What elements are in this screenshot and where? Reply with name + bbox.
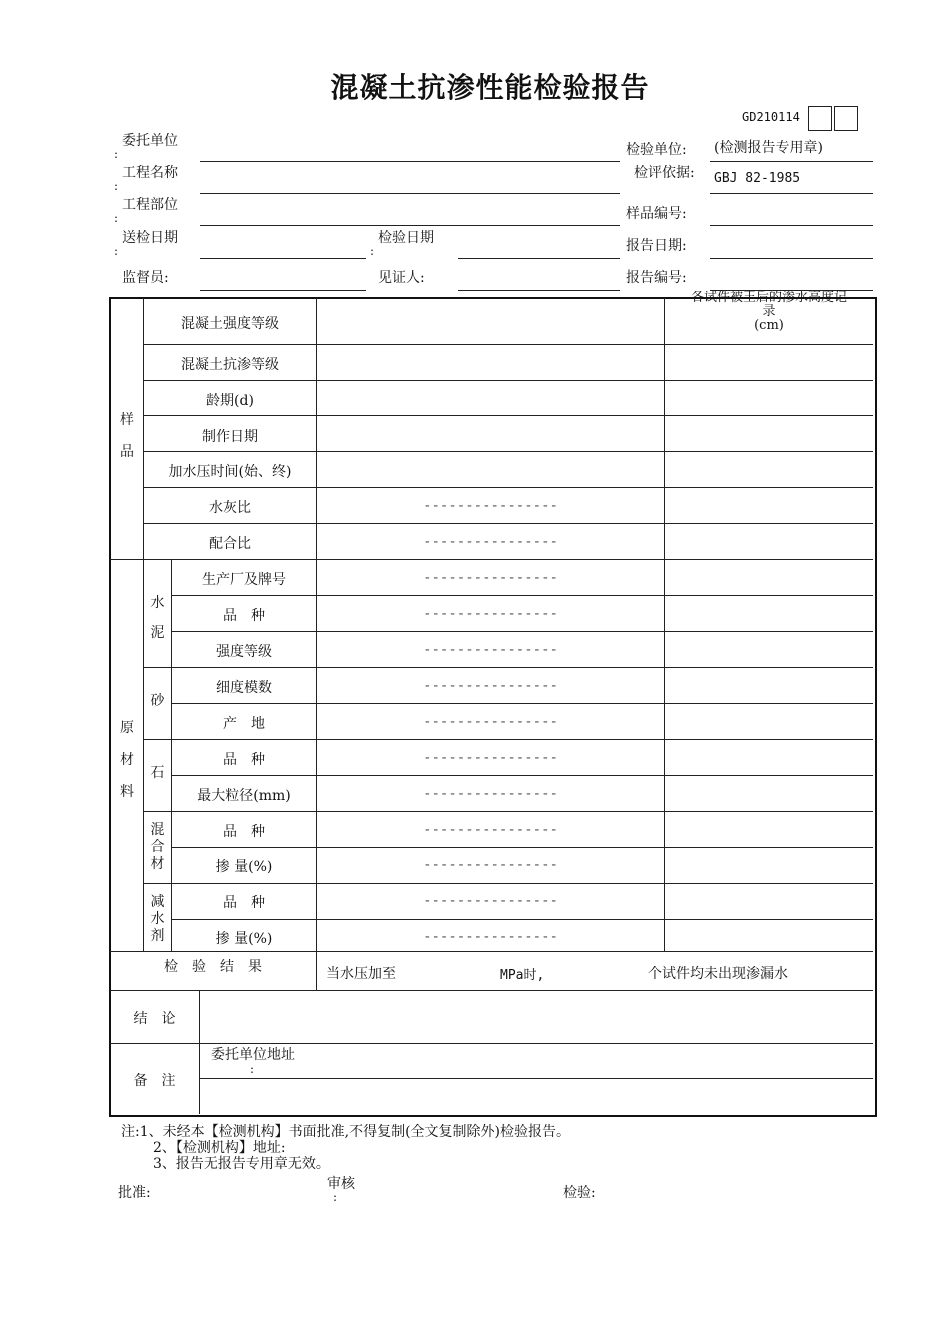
- row-line: [143, 883, 873, 884]
- client-label: 委托单位: [122, 133, 178, 149]
- row-line: [143, 739, 873, 740]
- sample-no-label: 样品编号:: [626, 206, 687, 222]
- project-part-label: 工程部位: [122, 197, 178, 213]
- project-name-field[interactable]: [200, 193, 620, 194]
- report-date-field[interactable]: [710, 258, 873, 259]
- table-cell-dash: ----------------: [423, 822, 558, 838]
- test-unit-value: (检测报告专用章): [714, 140, 823, 156]
- standard-value: GBJ 82-1985: [714, 171, 801, 186]
- project-part-colon: :: [114, 211, 119, 225]
- cement-text: 水泥: [150, 595, 165, 641]
- remark-field[interactable]: [200, 1079, 872, 1112]
- supervisor-field[interactable]: [200, 290, 366, 291]
- client-colon: :: [114, 147, 119, 161]
- admixture-label: [144, 822, 171, 873]
- row-label-mix-ratio: 配合比: [209, 536, 251, 552]
- sample-no-field[interactable]: [710, 225, 873, 226]
- test-date-field[interactable]: [458, 258, 620, 259]
- right-header-line2: 录: [762, 304, 776, 319]
- row-line: [171, 775, 873, 776]
- table-cell-dash: ----------------: [423, 857, 558, 873]
- reducer-label: [144, 894, 171, 945]
- row-label-cement-grade: 强度等级: [216, 644, 272, 660]
- row-label-reducer-type: 品 种: [223, 895, 265, 911]
- sand-label: 砂: [150, 693, 165, 709]
- material-group-text: 原材料: [120, 720, 134, 800]
- client-address-colon: :: [250, 1062, 255, 1076]
- project-name-label: 工程名称: [122, 165, 178, 181]
- row-line: [143, 344, 873, 345]
- result-text-2: MPa时,: [500, 968, 545, 983]
- code-box-2[interactable]: [834, 106, 858, 131]
- table-cell-dash: ----------------: [423, 929, 558, 945]
- witness-field[interactable]: [458, 290, 620, 291]
- row-line: [143, 380, 873, 381]
- row-line: [171, 703, 873, 704]
- form-code: GD210114: [742, 110, 800, 124]
- submit-date-colon: :: [114, 244, 119, 258]
- row-label-stone-type: 品 种: [223, 752, 265, 768]
- row-label-origin: 产 地: [223, 716, 265, 732]
- conclusion-label: 结 论: [133, 1011, 176, 1027]
- row-label-cement-type: 品 种: [223, 608, 265, 624]
- test-unit-field[interactable]: [710, 161, 873, 162]
- approve-label: 批准:: [118, 1185, 151, 1201]
- submit-date-field[interactable]: [200, 258, 366, 259]
- mix-ratio-dash: ----------------: [423, 534, 558, 550]
- project-part-field[interactable]: [200, 225, 620, 226]
- test-unit-label: 检验单位:: [626, 142, 687, 158]
- table-cell-dash: ----------------: [423, 750, 558, 766]
- row-label-production-date: 制作日期: [202, 429, 258, 445]
- note-line-2: 2、【检测机构】地址:: [153, 1140, 286, 1156]
- row-line: [143, 415, 873, 416]
- row-line: [171, 847, 873, 848]
- table-cell-dash: ----------------: [423, 570, 558, 586]
- sample-group-text: 样品: [120, 412, 134, 460]
- result-label: 检 验 结 果: [164, 959, 262, 975]
- right-header-line1: 各试件被王后的渗水高度记: [690, 291, 847, 305]
- row-line: [171, 595, 873, 596]
- check-label: 检验:: [563, 1185, 596, 1201]
- note-line-1: 注:1、未经本【检测机构】书面批准,不得复制(全文复制除外)检验报告。: [121, 1124, 570, 1140]
- row-label-strength: 混凝土强度等级: [181, 316, 279, 332]
- row-label-admixture-type: 品 种: [223, 824, 265, 840]
- row-line: [171, 631, 873, 632]
- stone-label: 石: [150, 765, 165, 781]
- row-label-age: 龄期(d): [206, 393, 254, 409]
- col-line-right: [664, 298, 665, 951]
- material-group-label: [114, 712, 140, 808]
- row-label-impermeability: 混凝土抗渗等级: [181, 357, 279, 373]
- row-line: [110, 951, 873, 952]
- report-date-label: 报告日期:: [626, 238, 687, 254]
- row-line: [171, 919, 873, 920]
- row-label-fineness: 细度模数: [216, 680, 272, 696]
- report-no-label: 报告编号:: [626, 270, 687, 286]
- row-line: [143, 667, 873, 668]
- wc-ratio-dash: ----------------: [423, 498, 558, 514]
- row-label-max-size: 最大粒径(mm): [197, 788, 291, 804]
- standard-label: 检评依据:: [634, 165, 695, 181]
- project-name-colon: :: [114, 179, 119, 193]
- client-address-label: 委托单位地址: [211, 1047, 295, 1063]
- reducer-text: 减水剂: [150, 894, 165, 944]
- table-cell-dash: ----------------: [423, 893, 558, 909]
- test-date-label: 检验日期: [378, 230, 434, 246]
- witness-label: 见证人:: [378, 270, 425, 286]
- remark-label: 备 注: [133, 1073, 176, 1089]
- review-label: 审核: [327, 1176, 355, 1192]
- right-header: [665, 291, 873, 333]
- result-text-1: 当水压加至: [326, 966, 396, 982]
- row-label-pressure-time: 加水压时间(始、终): [168, 464, 292, 480]
- row-label-reducer-dosage: 掺 量(%): [215, 931, 273, 947]
- page-title: 混凝土抗渗性能检验报告: [330, 71, 650, 104]
- code-box-1[interactable]: [808, 106, 832, 131]
- row-line: [143, 487, 873, 488]
- table-cell-dash: ----------------: [423, 786, 558, 802]
- conclusion-field[interactable]: [200, 991, 872, 1042]
- table-cell-dash: ----------------: [423, 714, 558, 730]
- row-label-cement-manufacturer: 生产厂及牌号: [202, 572, 286, 588]
- admixture-text: 混合材: [150, 822, 165, 872]
- submit-date-label: 送检日期: [122, 230, 178, 246]
- note-line-3: 3、报告无报告专用章无效。: [153, 1156, 330, 1172]
- right-header-unit: (cm): [754, 318, 784, 333]
- cement-label: [144, 588, 171, 648]
- table-cell-dash: ----------------: [423, 678, 558, 694]
- table-cell-dash: ----------------: [423, 642, 558, 658]
- standard-field[interactable]: [710, 193, 873, 194]
- review-colon: :: [333, 1190, 338, 1204]
- row-line: [143, 451, 873, 452]
- row-line: [143, 523, 873, 524]
- supervisor-label: 监督员:: [122, 270, 169, 286]
- row-line: [143, 811, 873, 812]
- test-date-colon: :: [370, 244, 375, 258]
- row-label-wc-ratio: 水灰比: [209, 500, 251, 516]
- result-text-3: 个试件均未出现渗漏水: [648, 966, 788, 982]
- row-line: [110, 559, 873, 560]
- client-field[interactable]: [200, 161, 620, 162]
- table-cell-dash: ----------------: [423, 606, 558, 622]
- row-label-admixture-dosage: 掺 量(%): [215, 859, 273, 875]
- sample-group-label: [114, 404, 140, 468]
